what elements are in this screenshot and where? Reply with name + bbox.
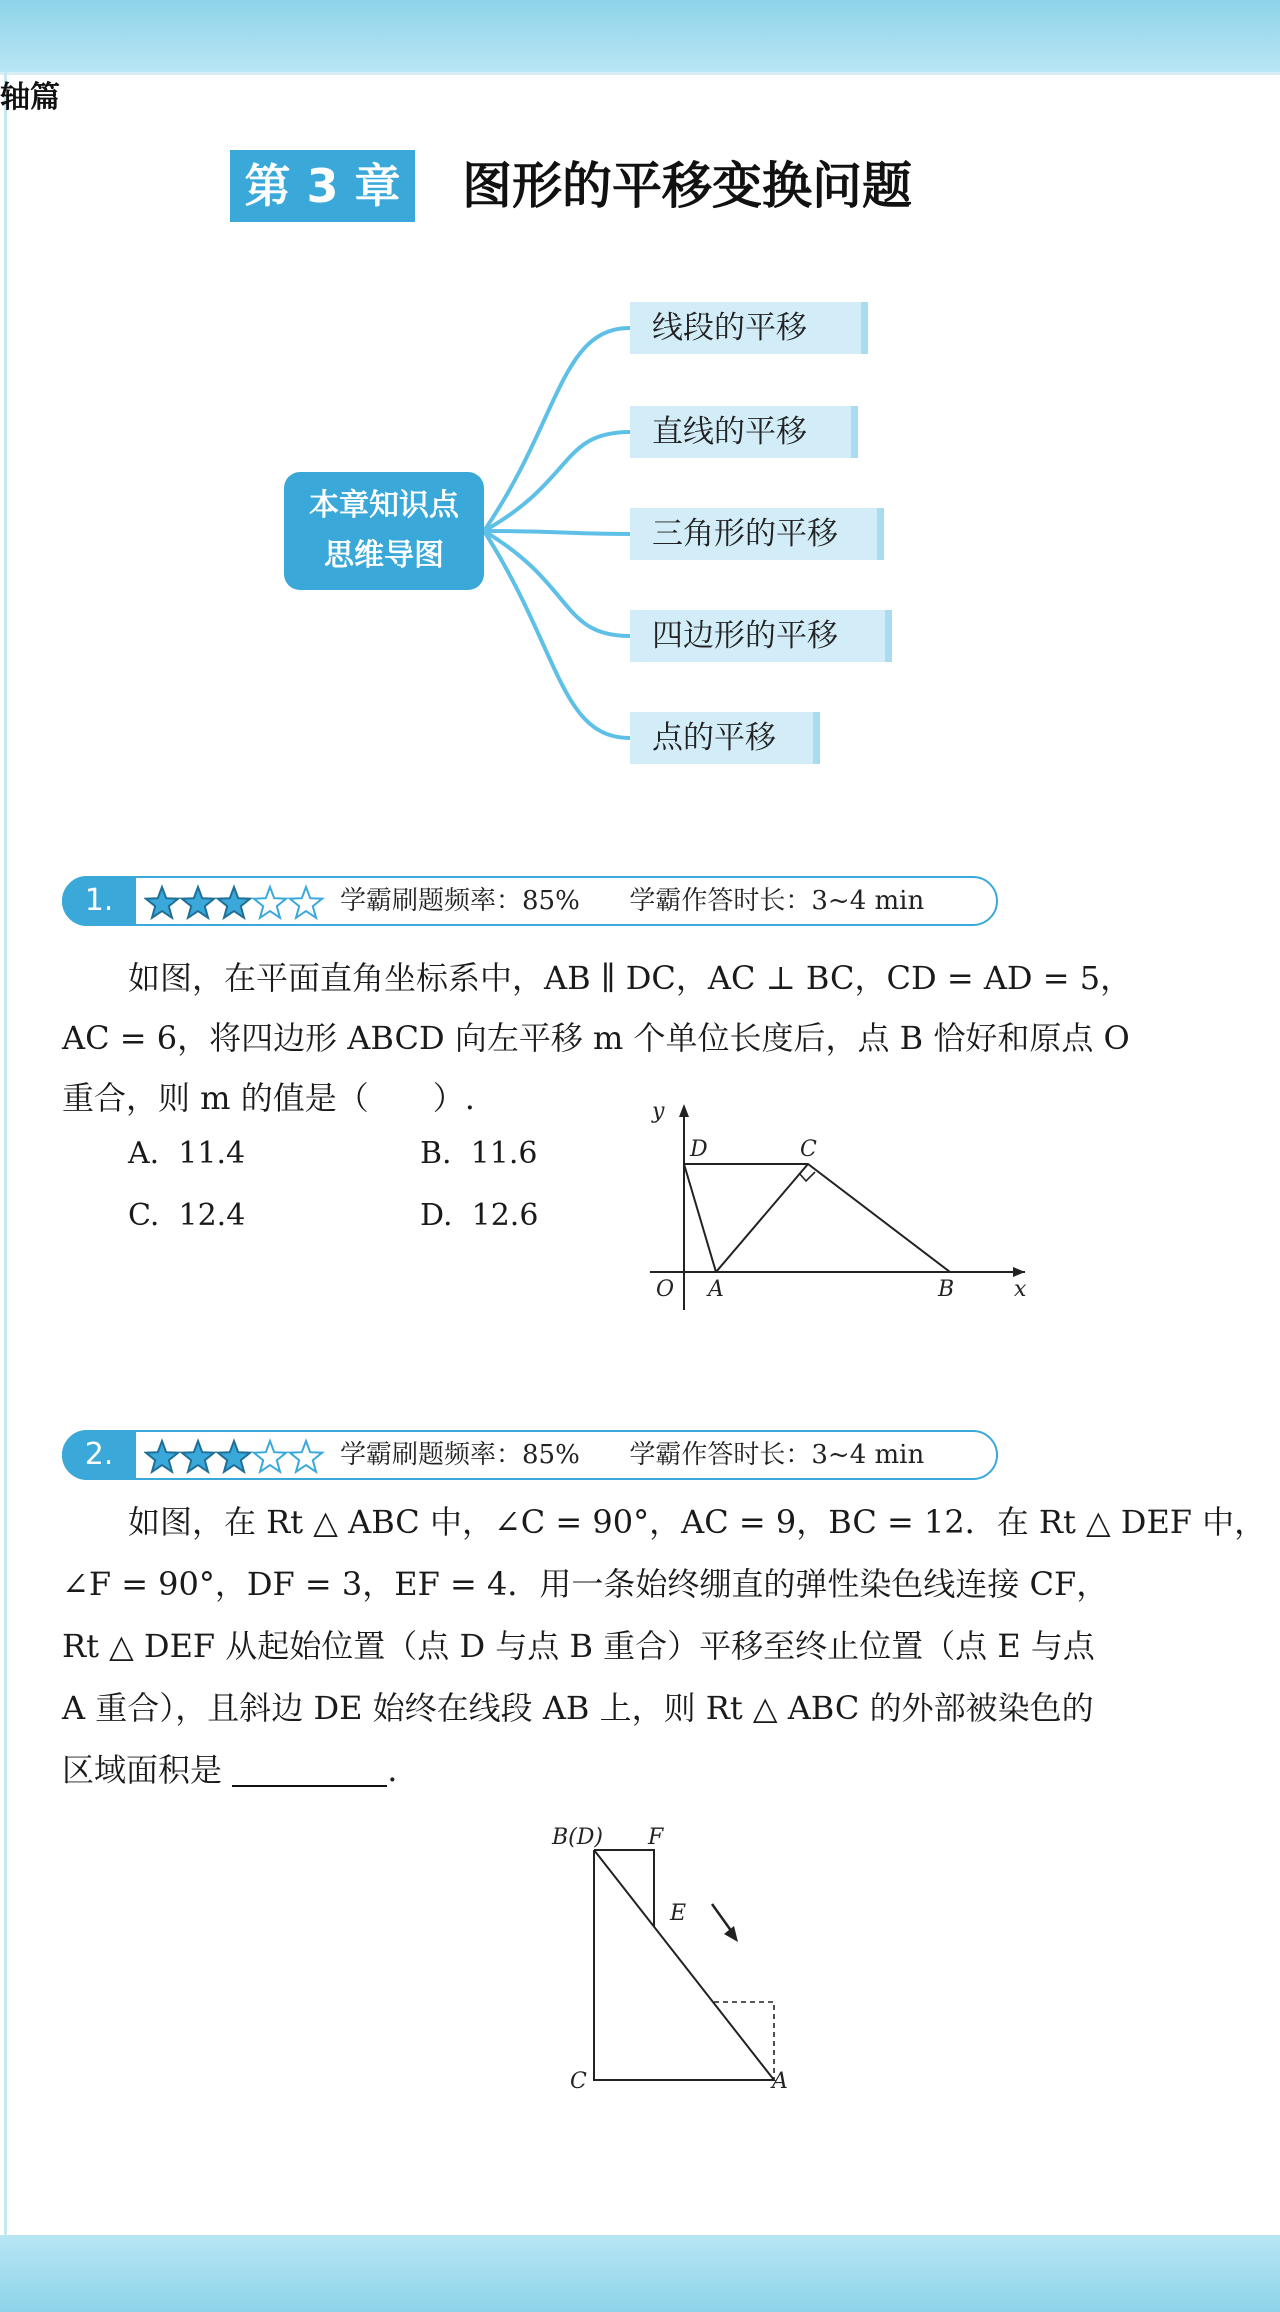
question-1-option-d[interactable] <box>420 1196 538 1236</box>
option-b-label: B. <box>420 1136 452 1171</box>
mind-map-connectors <box>0 0 1280 800</box>
question-1-figure <box>640 1090 1040 1320</box>
question-1-header <box>62 876 998 926</box>
mind-map-node-quadrilateral: 四边形的平移 <box>630 610 892 662</box>
chapter-title: 图形的平移变换问题 <box>462 157 912 215</box>
question-2-line-3: Rt △ DEF 从起始位置（点 D 与点 B 重合）平移至终止位置（点 E 与点 <box>62 1627 1095 1665</box>
question-2-header <box>62 1430 998 1480</box>
label-b: B <box>938 1277 955 1302</box>
question-2-difficulty-stars <box>144 1437 334 1477</box>
label-bd: B(D) <box>552 1825 603 1850</box>
mind-map-node-triangle: 三角形的平移 <box>630 508 884 560</box>
answer-blank[interactable] <box>232 1751 387 1787</box>
question-1-line-2: AC = 6，将四边形 ABCD 向左平移 m 个单位长度后，点 B 恰好和原点 O <box>62 1019 1130 1057</box>
option-d-value: 12.6 <box>471 1198 539 1233</box>
question-1-option-c[interactable] <box>128 1196 245 1236</box>
question-1-option-a[interactable] <box>128 1134 245 1174</box>
star-empty-icon <box>290 1441 322 1472</box>
move-arrow <box>712 1904 732 1932</box>
chapter-badge: 第 3 章 <box>230 150 415 222</box>
question-2-line-4: A 重合），且斜边 DE 始终在线段 AB 上，则 Rt △ ABC 的外部被染色的 <box>62 1689 1094 1727</box>
label-o: O <box>656 1277 675 1302</box>
star-filled-icon <box>218 1441 250 1472</box>
section-tag: 轴篇 <box>0 80 60 115</box>
triangle-abc <box>594 1850 774 2080</box>
label-c: C <box>570 2069 587 2094</box>
mind-map-node-segment: 线段的平移 <box>630 302 868 354</box>
option-a-label: A. <box>128 1136 160 1171</box>
mind-map-node-point: 点的平移 <box>630 712 820 764</box>
question-2-line-2: ∠F = 90°，DF = 3，EF = 4．用一条始终绷直的弹性染色线连接 CF， <box>62 1565 1109 1603</box>
mind-map-center <box>284 472 484 590</box>
mind-map-center-line-2: 思维导图 <box>324 538 444 573</box>
question-1-difficulty-stars <box>144 883 334 923</box>
right-angle-mark-c <box>799 1172 815 1181</box>
label-x: x <box>1014 1277 1027 1302</box>
question-2-line-5 <box>62 1738 397 1802</box>
bottom-band <box>0 2235 1280 2312</box>
question-2-info: 学霸刷题频率：85% 学霸作答时长：3~4 min <box>340 1440 925 1470</box>
question-1-info: 学霸刷题频率：85% 学霸作答时长：3~4 min <box>340 886 925 916</box>
star-filled-icon <box>218 887 250 918</box>
option-a-value: 11.4 <box>178 1136 246 1171</box>
quadrilateral-abcd <box>684 1164 950 1272</box>
option-b-value: 11.6 <box>470 1136 538 1171</box>
question-1-line-1: 如图，在平面直角坐标系中，AB ∥ DC，AC ⊥ BC，CD = AD = 5， <box>128 959 1133 997</box>
label-f: F <box>648 1825 664 1850</box>
question-2-number: 2. <box>62 1430 136 1480</box>
star-empty-icon <box>254 1441 286 1472</box>
question-1-option-b[interactable] <box>420 1134 537 1174</box>
x-axis-arrow <box>1013 1267 1025 1277</box>
option-c-value: 12.4 <box>178 1198 246 1233</box>
option-d-label: D. <box>420 1198 453 1233</box>
mind-map-center-line-1: 本章知识点 <box>309 488 459 523</box>
question-2-line-1: 如图，在 Rt △ ABC 中，∠C = 90°，AC = 9，BC = 12．在 Rt △ DEF 中， <box>128 1503 1267 1541</box>
star-filled-icon <box>182 1441 214 1472</box>
label-y: y <box>652 1099 665 1124</box>
label-a: A <box>772 2069 788 2094</box>
label-a: A <box>708 1277 724 1302</box>
star-empty-icon <box>290 887 322 918</box>
question-2-line-5-text: 区域面积是 <box>62 1751 223 1789</box>
option-c-label: C. <box>128 1198 160 1233</box>
mind-map-node-line: 直线的平移 <box>630 406 858 458</box>
star-filled-icon <box>182 887 214 918</box>
y-axis-arrow <box>679 1104 689 1117</box>
label-c: C <box>800 1137 817 1162</box>
label-e: E <box>670 1901 687 1926</box>
label-d: D <box>690 1137 708 1162</box>
star-filled-icon <box>146 887 178 918</box>
question-2-line-5-end: . <box>387 1751 398 1789</box>
star-filled-icon <box>146 1441 178 1472</box>
question-1-number: 1. <box>62 876 136 926</box>
question-2-figure <box>540 1810 820 2100</box>
move-arrow-head <box>724 1926 738 1942</box>
question-1-line-3: 重合，则 m 的值是（ ）. <box>62 1079 475 1117</box>
star-empty-icon <box>254 887 286 918</box>
segment-ac <box>716 1164 808 1272</box>
